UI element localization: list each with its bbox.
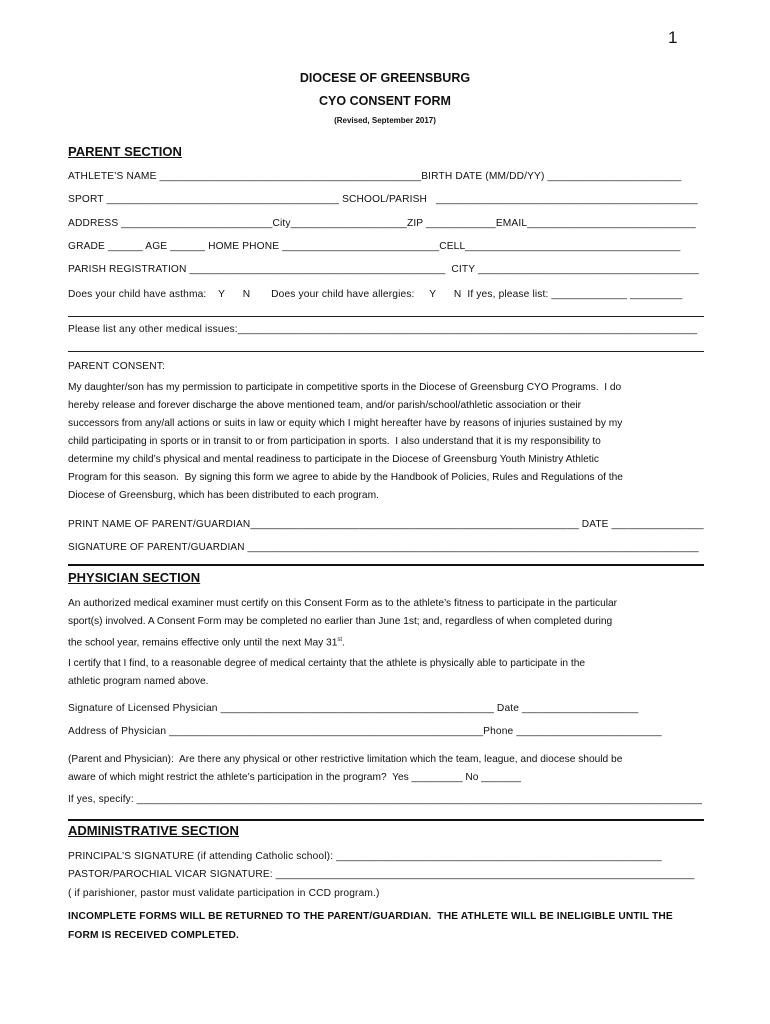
- parent-signature-field[interactable]: SIGNATURE OF PARENT/GUARDIAN _______________________________________________________________________________: [68, 542, 699, 553]
- physician-address-field[interactable]: Address of Physician ______________________________________________________Phone _________________________: [68, 726, 662, 737]
- certify-line: athletic program named above.: [68, 676, 209, 687]
- diocese-title: DIOCESE OF GREENSBURG: [299, 71, 471, 85]
- consent-line: My daughter/son has my permission to participate in competitive sports in the Diocese of Greensburg CYO Programs. I do: [68, 382, 622, 393]
- intro-line: [68, 631, 704, 652]
- consent-line: successors from any/all actions or suits in law or equity which I might hereafter have by reasons of injuries sustained by my: [68, 418, 623, 429]
- revision-note: (Revised, September 2017): [334, 116, 436, 125]
- intro-line: An authorized medical examiner must certify on this Consent Form as to the athlete’s fitness to participate in the particular: [68, 598, 618, 609]
- restriction-yes-no-field[interactable]: aware of which might restrict the athlete’s participation in the program? Yes _________ No _______: [68, 772, 521, 783]
- consent-paragraph: [68, 379, 704, 505]
- intro-line-text: the school year, remains effective only until the next May 31: [68, 637, 338, 649]
- intro-line: sport(s) involved. A Consent Form may be completed no earlier than June 1st; and, regardless of when completed during: [68, 616, 613, 627]
- section-divider: [68, 564, 704, 566]
- sport-school-field[interactable]: SPORT ________________________________________ SCHOOL/PARISH _____________________________________________: [68, 194, 698, 205]
- parent-section-heading: PARENT SECTION: [68, 144, 182, 159]
- medical-issues-continuation-line[interactable]: [68, 351, 704, 352]
- parish-registration-field[interactable]: PARISH REGISTRATION ____________________________________________ CITY ______________________________________: [68, 264, 699, 275]
- section-divider: [68, 819, 704, 821]
- incomplete-forms-warning-continued: FORM IS RECEIVED COMPLETED.: [68, 930, 240, 941]
- restriction-line: (Parent and Physician): Are there any physical or other restrictive limitation which the team, league, and diocese should be: [68, 754, 623, 765]
- consent-line: Diocese of Greensburg, which has been distributed to each program.: [68, 490, 379, 501]
- consent-line: child participating in sports or in transit to or from participation in sports. I also understand that it is my responsibility to: [68, 436, 601, 447]
- parent-print-name-field[interactable]: PRINT NAME OF PARENT/GUARDIAN_________________________________________________________ DATE ________________: [68, 519, 704, 530]
- consent-line: hereby release and forever discharge the above mentioned team, and/or parish/school/athletic association or their: [68, 400, 582, 411]
- restriction-question: [68, 751, 704, 787]
- consent-line: Program for this season. By signing this form we agree to abide by the Handbook of Policies, Rules and Regulations of the: [68, 472, 623, 483]
- parishioner-note: ( if parishioner, pastor must validate participation in CCD program.): [68, 888, 380, 899]
- incomplete-forms-warning: INCOMPLETE FORMS WILL BE RETURNED TO THE PARENT/GUARDIAN. THE ATHLETE WILL BE INELIGIBLE UNTIL THE: [68, 911, 673, 922]
- specify-field[interactable]: If yes, specify: ___________________________________________________________________________________________________: [68, 794, 703, 805]
- grade-age-phone-field[interactable]: GRADE ______ AGE ______ HOME PHONE ___________________________CELL_____________________________________: [68, 241, 681, 252]
- page-number: 1: [668, 28, 678, 47]
- physician-section-heading: PHYSICIAN SECTION: [68, 570, 201, 585]
- ordinal-suffix: st: [337, 637, 343, 643]
- physician-intro-paragraph: [68, 595, 704, 652]
- principal-signature-field[interactable]: PRINCIPAL’S SIGNATURE (if attending Catholic school): ________________________________________________________: [68, 851, 662, 862]
- athlete-name-field[interactable]: ATHLETE’S NAME _____________________________________________BIRTH DATE (MM/DD/YY) _______________________: [68, 171, 682, 182]
- physician-signature-field[interactable]: Signature of Licensed Physician _______________________________________________ Date ____________________: [68, 703, 639, 714]
- pastor-signature-field[interactable]: PASTOR/PAROCHIAL VICAR SIGNATURE: ________________________________________________________________________: [68, 869, 695, 880]
- certify-line: I certify that I find, to a reasonable degree of medical certainty that the athlete is physically able to participate in the: [68, 658, 586, 669]
- parent-consent-label: PARENT CONSENT:: [68, 361, 165, 372]
- consent-line: determine my child’s physical and mental readiness to participate in the Diocese of Greensburg Youth Ministry Athletic: [68, 454, 599, 465]
- administrative-section-heading: ADMINISTRATIVE SECTION: [68, 823, 239, 838]
- allergies-continuation-line[interactable]: [68, 316, 704, 317]
- medical-issues-field[interactable]: Please list any other medical issues:_______________________________________________________________________________: [68, 324, 698, 335]
- asthma-allergies-field[interactable]: Does your child have asthma: Y N Does your child have allergies: Y N If yes, please list: _____________ _________: [68, 289, 683, 300]
- intro-line-end: .: [342, 637, 345, 649]
- form-title: CYO CONSENT FORM: [319, 94, 451, 108]
- address-field[interactable]: ADDRESS __________________________City____________________ZIP ____________EMAIL_____________________________: [68, 218, 696, 229]
- certification-paragraph: [68, 655, 704, 691]
